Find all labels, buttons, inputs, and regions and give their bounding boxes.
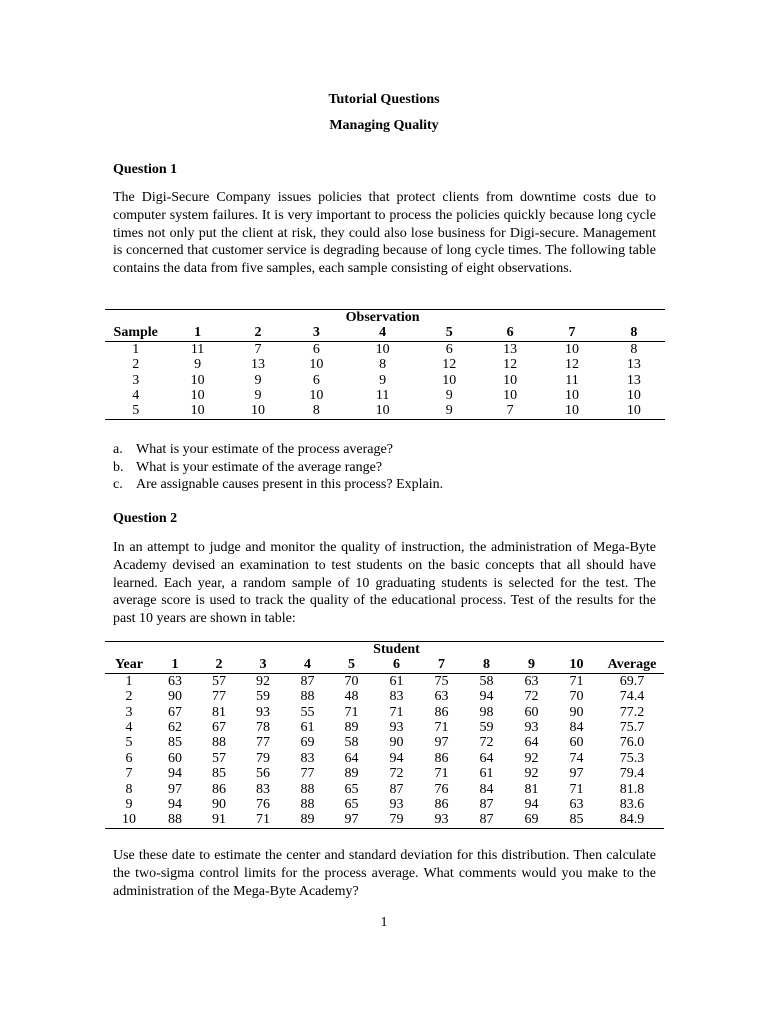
observation-table-body: [105, 341, 665, 419]
table-cell: 9: [445, 388, 453, 404]
table-cell: 88: [168, 812, 182, 828]
table-header-row: [105, 657, 664, 673]
column-header: 7: [420, 657, 463, 673]
column-header: 6: [373, 657, 420, 673]
table-cell: 56: [256, 766, 270, 782]
table-cell: 75.7: [619, 720, 645, 736]
question-1-paragraph: The Digi-Secure Company issues policies that protect clients from downtime costs due to computer system failures. It is very important to process the policies quickly because long cycle times not only put the client at risk, they could also lose business for Digi-secure. Management is concerned that customer service is degrading because of long cycle times. The following table contains the data from five samples, each sample consisting of eight observations.: [113, 190, 656, 277]
table-cell: 59: [256, 689, 270, 705]
table-cell: 83: [389, 689, 404, 705]
question-1-heading: Question 1: [113, 162, 178, 177]
table-cell: 63: [524, 673, 539, 689]
table-row: [105, 341, 665, 357]
table-cell: 87: [300, 673, 315, 689]
table-cell: 89: [344, 766, 359, 782]
table-cell: 13: [250, 357, 265, 373]
row-label-cell: 4: [125, 720, 133, 736]
table-cell: 90: [569, 704, 584, 720]
table-cell: 72: [389, 766, 404, 782]
table-cell: 10: [375, 341, 390, 357]
table-cell: 71: [434, 766, 449, 782]
column-header: 8: [603, 325, 665, 341]
table-cell: 65: [344, 781, 359, 797]
table-cell: 85: [168, 735, 182, 751]
student-scores-table-body: [105, 673, 664, 828]
table-cell: 93: [524, 720, 539, 736]
table-row: [105, 720, 664, 735]
table-cell: 59: [479, 720, 494, 736]
table-cell: 48: [344, 689, 359, 705]
table-cell: 93: [389, 797, 404, 813]
table-cell: 63: [569, 797, 584, 813]
table-cell: 63: [168, 673, 182, 689]
table-cell: 10: [626, 403, 641, 419]
list-item: [113, 441, 656, 459]
table-cell: 93: [389, 720, 404, 736]
table-cell: 87: [479, 797, 494, 813]
row-label-cell: 3: [132, 372, 140, 388]
table-cell: 10: [375, 403, 390, 419]
list-label: c.: [113, 477, 123, 493]
column-header: 1: [153, 657, 197, 673]
row-label-cell: 5: [125, 735, 133, 751]
table-row: [105, 705, 664, 720]
table-cell: 10: [190, 403, 205, 419]
table-cell: 74: [569, 750, 584, 766]
page-subtitle: Managing Quality: [329, 118, 439, 133]
column-header: Year: [105, 657, 153, 673]
column-header: Average: [600, 657, 664, 673]
table-cell: 57: [212, 750, 226, 766]
table-cell: 69.7: [619, 673, 645, 689]
table-cell: 76: [256, 797, 270, 813]
observation-group-label: Observation: [345, 310, 420, 325]
table-row: [105, 751, 664, 766]
table-cell: 77: [300, 766, 315, 782]
table-cell: 85: [212, 766, 226, 782]
table-cell: 69: [524, 812, 539, 828]
question-2-closing: Use these date to estimate the center and standard deviation for this distribution. Then calculate the two-sigma control limits for the process average. What comments would you make to the administration of the Mega-Byte Academy?: [113, 848, 656, 899]
table-cell: 93: [256, 704, 270, 720]
table-row: [105, 388, 665, 403]
table-row: [105, 689, 664, 704]
table-cell: 81.8: [619, 781, 645, 797]
table-cell: 97: [168, 781, 182, 797]
row-label-cell: 4: [132, 388, 140, 404]
table-cell: 67: [212, 720, 226, 736]
row-label-cell: 6: [125, 750, 133, 766]
table-cell: 79.4: [619, 766, 645, 782]
table-cell: 83: [300, 750, 315, 766]
table-cell: 7: [254, 341, 262, 357]
table-row: [105, 373, 665, 388]
table-cell: 6: [445, 341, 453, 357]
table-cell: 88: [212, 735, 226, 751]
table-cell: 70: [569, 689, 584, 705]
table-cell: 98: [479, 704, 494, 720]
table-cell: 11: [375, 388, 390, 404]
column-header: Sample: [105, 325, 166, 341]
table-cell: 61: [300, 720, 315, 736]
table-row: [105, 797, 664, 812]
question-1-subquestions: [113, 441, 656, 494]
table-cell: 10: [309, 357, 324, 373]
table-cell: 10: [442, 372, 457, 388]
table-cell: 60: [569, 735, 584, 751]
observation-table: [105, 309, 665, 420]
list-text: What is your estimate of the process average?: [136, 442, 393, 457]
table-cell: 69: [300, 735, 315, 751]
table-cell: 77: [256, 735, 270, 751]
table-cell: 8: [379, 357, 387, 373]
table-cell: 9: [254, 372, 262, 388]
list-item: [113, 459, 656, 477]
table-cell: 12: [564, 357, 579, 373]
table-cell: 58: [344, 735, 359, 751]
table-cell: 94: [168, 766, 182, 782]
table-cell: 84: [569, 720, 584, 736]
table-cell: 97: [569, 766, 584, 782]
column-header: 3: [287, 325, 345, 341]
table-cell: 90: [389, 735, 404, 751]
table-cell: 6: [312, 341, 320, 357]
row-label-cell: 2: [125, 689, 133, 705]
row-label-cell: 9: [125, 797, 133, 813]
column-header: 8: [463, 657, 510, 673]
list-item: [113, 476, 656, 494]
table-cell: 9: [379, 372, 387, 388]
table-cell: 55: [300, 704, 315, 720]
table-cell: 10: [564, 388, 579, 404]
list-label: b.: [113, 459, 124, 475]
student-scores-table: [105, 641, 664, 829]
table-cell: 84: [479, 781, 494, 797]
table-cell: 81: [524, 781, 539, 797]
table-cell: 13: [626, 372, 641, 388]
table-cell: 9: [445, 403, 453, 419]
table-cell: 75.3: [619, 750, 645, 766]
column-header: 2: [229, 325, 287, 341]
table-cell: 85: [569, 812, 584, 828]
list-text: What is your estimate of the average range?: [136, 459, 383, 475]
table-cell: 84.9: [619, 812, 645, 828]
table-cell: 64: [344, 750, 359, 766]
table-cell: 86: [434, 750, 449, 766]
table-cell: 89: [300, 812, 315, 828]
row-label-cell: 1: [125, 673, 133, 689]
question-2-heading: Question 2: [113, 511, 178, 526]
table-cell: 64: [524, 735, 539, 751]
table-cell: 79: [389, 812, 404, 828]
table-cell: 72: [524, 689, 539, 705]
table-cell: 92: [256, 673, 270, 689]
column-header: 5: [330, 657, 373, 673]
table-cell: 77.2: [619, 704, 645, 720]
table-cell: 77: [212, 689, 226, 705]
column-header: 10: [553, 657, 600, 673]
column-header: 4: [346, 325, 420, 341]
table-cell: 97: [434, 735, 449, 751]
table-cell: 92: [524, 766, 539, 782]
table-cell: 91: [212, 812, 226, 828]
column-header: 9: [510, 657, 553, 673]
column-header: 4: [285, 657, 330, 673]
table-cell: 63: [434, 689, 449, 705]
table-cell: 11: [565, 372, 579, 388]
table-cell: 94: [524, 797, 539, 813]
table-cell: 81: [212, 704, 226, 720]
table-cell: 88: [300, 797, 315, 813]
table-cell: 86: [434, 704, 449, 720]
table-cell: 10: [503, 388, 518, 404]
table-cell: 75: [434, 673, 449, 689]
table-cell: 94: [479, 689, 494, 705]
table-cell: 10: [250, 403, 265, 419]
table-cell: 6: [312, 372, 320, 388]
table-cell: 60: [524, 704, 539, 720]
table-cell: 8: [630, 341, 638, 357]
table-cell: 67: [168, 704, 182, 720]
column-header: 6: [479, 325, 541, 341]
list-text: Are assignable causes present in this process? Explain.: [136, 477, 444, 493]
table-cell: 90: [212, 797, 226, 813]
question-2-paragraph: In an attempt to judge and monitor the quality of instruction, the administration of Mega-Byte Academy devised an examination to test students on the basic concepts that all should have learned. Each year, a random sample of 10 graduating students is selected for the test. The average score is used to track the quality of the educational process. Test of the results for the past 10 years are shown in table:: [113, 540, 656, 627]
column-header: 3: [241, 657, 285, 673]
page-number: 1: [380, 915, 388, 930]
table-cell: 86: [434, 797, 449, 813]
table-cell: 83: [256, 781, 270, 797]
table-cell: 10: [190, 372, 205, 388]
table-row: [105, 673, 664, 689]
table-cell: 10: [503, 372, 518, 388]
row-label-cell: 5: [132, 403, 140, 419]
table-cell: 87: [479, 812, 494, 828]
list-label: a.: [113, 442, 123, 457]
table-row: [105, 403, 665, 419]
table-cell: 78: [256, 720, 270, 736]
table-cell: 92: [524, 750, 539, 766]
table-cell: 57: [212, 673, 226, 689]
row-label-cell: 7: [125, 766, 133, 782]
table-cell: 60: [168, 750, 182, 766]
table-cell: 71: [434, 720, 449, 736]
table-cell: 9: [194, 357, 202, 373]
table-cell: 13: [626, 357, 641, 373]
table-cell: 62: [168, 720, 182, 736]
column-header: 5: [420, 325, 479, 341]
page-title: Tutorial Questions: [328, 92, 440, 107]
table-cell: 10: [190, 388, 205, 404]
table-row: [105, 812, 664, 828]
table-row: [105, 782, 664, 797]
table-cell: 94: [389, 750, 404, 766]
table-cell: 10: [309, 388, 324, 404]
table-cell: 71: [389, 704, 404, 720]
table-cell: 8: [312, 403, 320, 419]
table-header-row: [105, 325, 665, 341]
table-cell: 70: [344, 673, 359, 689]
table-cell: 89: [344, 720, 359, 736]
row-label-cell: 3: [125, 704, 133, 720]
table-cell: 71: [569, 673, 584, 689]
row-label-cell: 10: [122, 812, 136, 828]
table-cell: 83.6: [619, 797, 645, 813]
student-group-label: Student: [373, 642, 420, 657]
table-cell: 58: [479, 673, 494, 689]
table-cell: 64: [479, 750, 494, 766]
table-cell: 94: [168, 797, 182, 813]
table-cell: 97: [344, 812, 359, 828]
table-cell: 88: [300, 781, 315, 797]
table-cell: 12: [442, 357, 457, 373]
column-header: 1: [166, 325, 228, 341]
row-label-cell: 8: [125, 781, 133, 797]
table-cell: 10: [626, 388, 641, 404]
table-row: [105, 735, 664, 750]
row-label-cell: 2: [132, 357, 140, 373]
table-cell: 10: [564, 403, 579, 419]
table-cell: 71: [344, 704, 359, 720]
table-cell: 71: [569, 781, 584, 797]
table-cell: 13: [503, 341, 518, 357]
table-cell: 87: [389, 781, 404, 797]
table-cell: 79: [256, 750, 270, 766]
table-cell: 76.0: [619, 735, 645, 751]
table-cell: 9: [254, 388, 262, 404]
column-header: 7: [541, 325, 602, 341]
table-cell: 93: [434, 812, 449, 828]
table-cell: 72: [479, 735, 494, 751]
table-cell: 86: [212, 781, 226, 797]
column-header: 2: [197, 657, 241, 673]
table-cell: 71: [256, 812, 270, 828]
table-cell: 88: [300, 689, 315, 705]
row-label-cell: 1: [132, 341, 140, 357]
table-row: [105, 357, 665, 372]
table-cell: 61: [479, 766, 494, 782]
table-cell: 7: [506, 403, 514, 419]
table-cell: 61: [389, 673, 404, 689]
table-cell: 10: [564, 341, 579, 357]
table-cell: 90: [168, 689, 182, 705]
table-cell: 74.4: [619, 689, 645, 705]
table-cell: 11: [190, 341, 205, 357]
table-cell: 76: [434, 781, 449, 797]
table-row: [105, 766, 664, 781]
table-cell: 12: [503, 357, 518, 373]
table-cell: 65: [344, 797, 359, 813]
